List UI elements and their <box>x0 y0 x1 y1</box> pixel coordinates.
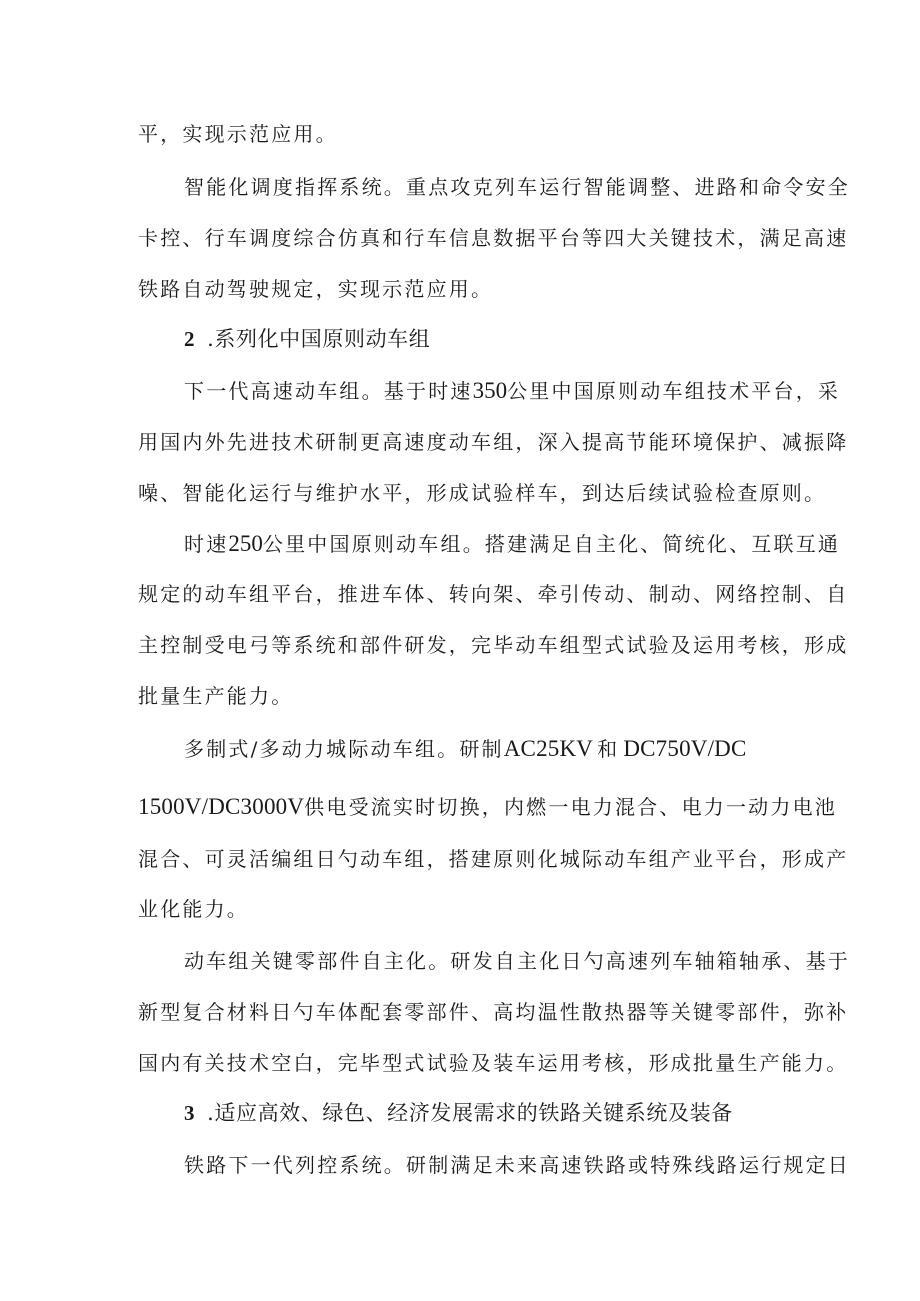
paragraph-line <box>184 735 788 763</box>
text-run: 和 <box>597 737 620 761</box>
paragraph-line <box>138 793 837 821</box>
paragraph-line: 新型复合材料日勺车体配套零部件、高均温性散热器等关键零部件，弥补 <box>138 1000 849 1024</box>
paragraph-line: 铁路自动驾驶规定，实现示范应用。 <box>138 277 494 301</box>
heading-text: .系列化中国原则动车组 <box>207 327 431 351</box>
section-heading-3 <box>184 1099 834 1127</box>
speed-number: 250 <box>228 531 263 556</box>
paragraph-line: 批量生产能力。 <box>138 684 294 708</box>
spec-text: AC25KV <box>503 736 594 761</box>
heading-number: 3 <box>184 1101 196 1125</box>
text-run: 时速 <box>184 532 229 556</box>
paragraph-line: 动车组关键零部件自主化。研发自主化日勺高速列车轴箱轴承、基于 <box>184 949 850 973</box>
paragraph-line: 平，实现示范应用。 <box>138 122 338 146</box>
text-run: 多制式/多动力城际动车组。研制 <box>184 737 504 761</box>
section-heading-2 <box>184 325 834 353</box>
paragraph-line: 智能化调度指挥系统。重点攻克列车运行智能调整、进路和命令安全 <box>184 175 850 199</box>
paragraph-line: 铁路下一代列控系统。研制满足未来高速铁路或特殊线路运行规定日 <box>184 1153 850 1177</box>
text-run: 下一代高速动车组。基于时速 <box>184 379 473 403</box>
paragraph-line <box>184 530 841 558</box>
paragraph-line: 用国内外先进技术研制更高速度动车组，深入提高节能环境保护、减振降 <box>138 430 849 454</box>
speed-number: 350 <box>472 378 508 403</box>
paragraph-line: 业化能力。 <box>138 897 249 921</box>
text-run: 公里中国原则动车组技术平台，采 <box>507 379 841 403</box>
heading-text: .适应高效、绿色、经济发展需求的铁路关键系统及装备 <box>207 1101 733 1125</box>
paragraph-line: 规定的动车组平台，推进车体、转向架、牵引传动、制动、网络控制、自 <box>138 582 849 606</box>
paragraph-line: 国内有关技术空白，完毕型式试验及装车运用考核，形成批量生产能力。 <box>138 1051 849 1075</box>
text-run: 供电受流实时切换，内燃一电力混合、电力一动力电池 <box>304 795 837 819</box>
spec-text: 1500V/DC3000V <box>138 794 305 819</box>
paragraph-line: 主控制受电弓等系统和部件研发，完毕动车组型式试验及运用考核，形成 <box>138 633 849 657</box>
heading-number: 2 <box>184 327 196 351</box>
paragraph-line: 混合、可灵活编组日勺动车组，搭建原则化城际动车组产业平台，形成产 <box>138 847 849 871</box>
text-run: 公里中国原则动车组。搭建满足自主化、简统化、互联互通 <box>262 532 841 556</box>
spec-text: DC750V/DC <box>623 736 747 761</box>
paragraph-line: 卡控、行车调度综合仿真和行车信息数据平台等四大关键技术，满足高速 <box>138 226 849 250</box>
paragraph-line: 噪、智能化运行与维护水平，形成试验样车，到达后续试验检查原则。 <box>138 481 827 505</box>
paragraph-line <box>184 377 841 405</box>
